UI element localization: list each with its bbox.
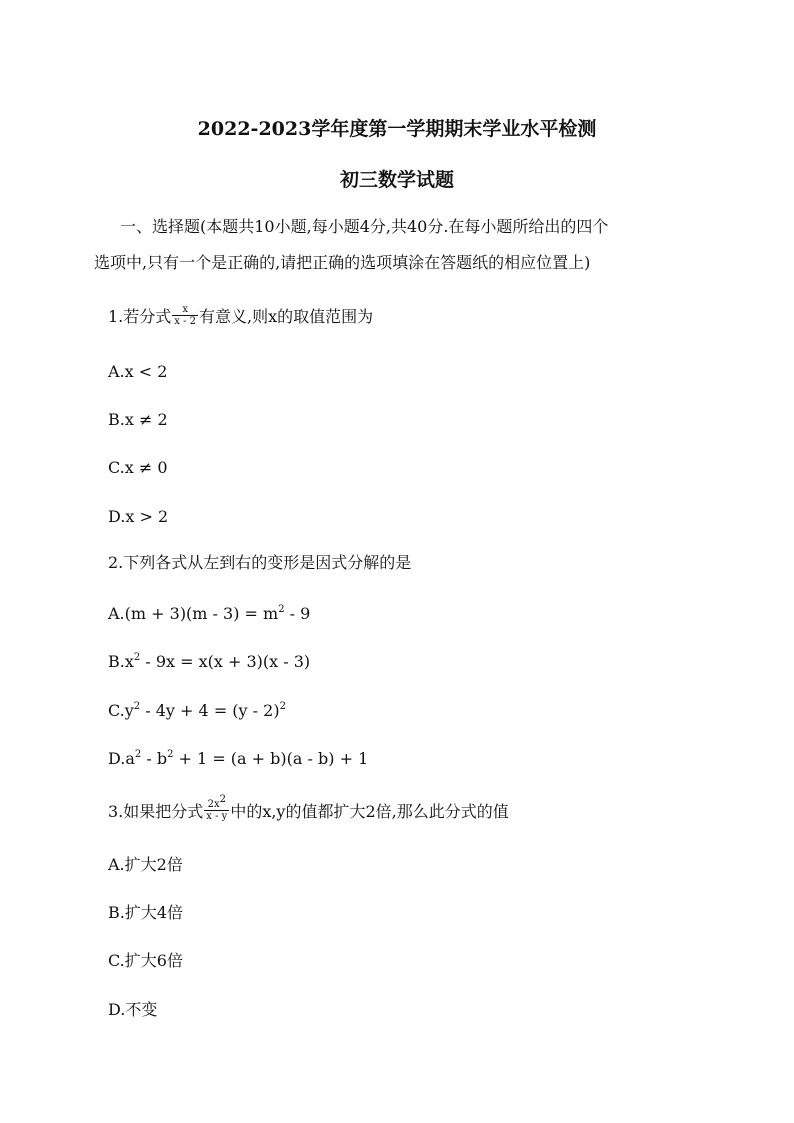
question-3-option-b: B.扩大4倍 [108,903,184,922]
question-2-option-d [108,748,368,770]
question-3-fraction [204,793,229,822]
question-2-option-c [108,700,286,722]
option-text: B.x [108,652,134,671]
question-3-option-a: A.扩大2倍 [108,855,183,874]
option-text: D.a [108,749,135,768]
question-3-prefix: 3.如果把分式 [108,802,204,821]
question-2-option-a [108,603,310,625]
exponent: 2 [133,700,141,712]
exponent: 2 [278,603,285,615]
exponent: 2 [133,651,141,663]
option-text: + 1 = (a + b)(a - b) + 1 [173,749,369,768]
question-1-fraction [172,304,198,327]
question-1-stem [108,306,373,329]
exponent: 2 [134,748,142,760]
option-text: C.y [108,701,134,720]
exponent: 2 [279,700,286,712]
exponent: 2 [219,793,226,805]
exam-title: 2022-2023学年度第一学期期末学业水平检测 [197,118,597,140]
question-1-suffix: 有意义,则x的取值范围为 [199,307,374,326]
fraction-numerator: x [172,304,198,316]
option-text: - b [141,749,168,768]
fraction-denominator: x - y [206,811,228,822]
option-text: - 9 [284,604,311,623]
question-3-suffix: 中的x,y的值都扩大2倍,那么此分式的值 [230,802,509,821]
option-text: - 4y + 4 = (y - 2) [140,701,280,720]
numerator-base: 2x [207,799,220,810]
question-1-prefix: 1.若分式 [108,307,172,326]
option-text: A.(m + 3)(m - 3) = m [108,604,279,623]
exponent: 2 [167,748,174,760]
question-3-stem [108,793,509,824]
question-1-option-b: B.x ≠ 2 [108,410,168,429]
question-2-stem: 2.下列各式从左到右的变形是因式分解的是 [108,553,412,572]
question-2-option-b [108,651,310,673]
question-1-option-d: D.x > 2 [108,507,169,526]
question-1-option-c: C.x ≠ 0 [108,458,168,477]
question-3-option-d: D.不变 [108,1000,158,1019]
question-3-option-c: C.扩大6倍 [108,951,183,970]
fraction-denominator: x - 2 [174,316,197,327]
option-text: - 9x = x(x + 3)(x - 3) [140,652,311,671]
exam-subtitle: 初三数学试题 [339,169,454,191]
section-instructions-line-2: 选项中,只有一个是正确的,请把正确的选项填涂在答题纸的相应位置上) [94,253,591,272]
question-1-option-a: A.x < 2 [108,362,168,381]
fraction-numerator [204,793,229,811]
section-instructions-line-1: 一、选择题(本题共10小题,每小题4分,共40分.在每小题所给出的四个 [120,217,609,236]
